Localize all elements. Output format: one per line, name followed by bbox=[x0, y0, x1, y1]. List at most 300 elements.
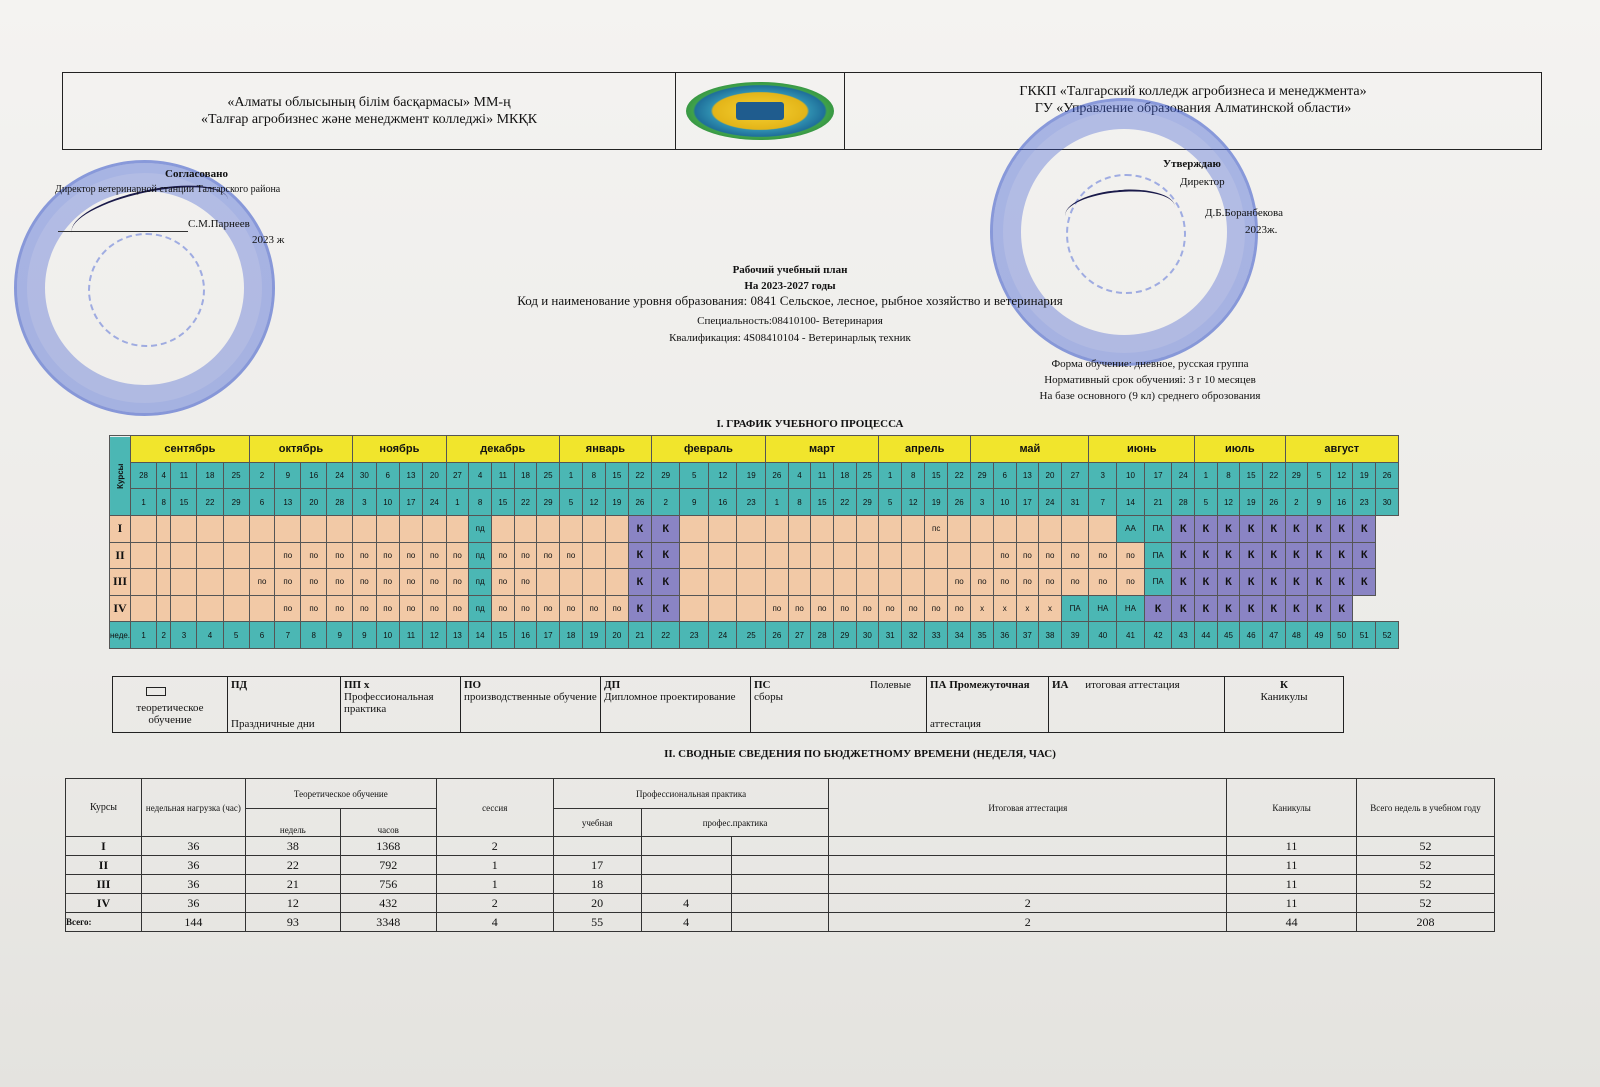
schedule-start-day: 15 bbox=[925, 462, 948, 489]
schedule-start-day: 5 bbox=[1308, 462, 1331, 489]
summary-cell: III bbox=[66, 875, 142, 894]
schedule-cell: К bbox=[1240, 515, 1263, 542]
schedule-week-number: 43 bbox=[1172, 622, 1195, 649]
schedule-start-day: 24 bbox=[327, 462, 353, 489]
schedule-cell bbox=[223, 569, 249, 596]
schedule-cell bbox=[971, 515, 994, 542]
schedule-cell bbox=[833, 542, 856, 569]
schedule-cell: по bbox=[1039, 569, 1062, 596]
schedule-week-number: 40 bbox=[1089, 622, 1117, 649]
summary-cell bbox=[829, 856, 1227, 875]
schedule-cell: К bbox=[1262, 542, 1285, 569]
schedule-cell: х bbox=[1039, 595, 1062, 622]
schedule-week-number: 17 bbox=[537, 622, 560, 649]
schedule-cell: по bbox=[327, 595, 353, 622]
summary-cell: 1 bbox=[436, 875, 553, 894]
schedule-cell: по bbox=[275, 595, 301, 622]
summary-cell bbox=[731, 837, 829, 856]
summary-cell: 38 bbox=[245, 837, 340, 856]
schedule-cell: по bbox=[446, 569, 469, 596]
schedule-end-day: 30 bbox=[1376, 489, 1399, 516]
schedule-week-number: 19 bbox=[582, 622, 605, 649]
schedule-start-day: 15 bbox=[605, 462, 628, 489]
summary-cell: 2 bbox=[436, 837, 553, 856]
schedule-cell: по bbox=[1016, 569, 1039, 596]
schedule-cell bbox=[902, 515, 925, 542]
schedule-cell: К bbox=[651, 515, 680, 542]
summary-cell: 12 bbox=[245, 894, 340, 913]
header-left bbox=[63, 73, 676, 149]
schedule-month-10: июль bbox=[1195, 436, 1286, 463]
schedule-cell bbox=[157, 515, 171, 542]
schedule-end-day: 23 bbox=[1353, 489, 1376, 516]
schedule-cell: К bbox=[1262, 595, 1285, 622]
schedule-cell: К bbox=[651, 569, 680, 596]
legend-ia-code: ИА bbox=[1052, 679, 1069, 691]
schedule-week-number: 23 bbox=[680, 622, 709, 649]
schedule-cell bbox=[399, 515, 422, 542]
schedule-cell: по bbox=[1039, 542, 1062, 569]
schedule-cell: АА bbox=[1117, 515, 1145, 542]
schedule-cell bbox=[925, 569, 948, 596]
legend-pp-code: ПП х bbox=[344, 679, 370, 691]
summary-cell: 4 bbox=[641, 894, 731, 913]
schedule-cell bbox=[492, 515, 515, 542]
schedule-cell: К bbox=[1330, 595, 1353, 622]
schedule-end-day: 15 bbox=[492, 489, 515, 516]
schedule-start-day: 9 bbox=[275, 462, 301, 489]
schedule-end-day: 22 bbox=[833, 489, 856, 516]
summary-cell: 18 bbox=[553, 875, 641, 894]
schedule-cell: по bbox=[327, 542, 353, 569]
schedule-cell bbox=[197, 515, 223, 542]
schedule-week-number: 24 bbox=[708, 622, 737, 649]
schedule-cell: по bbox=[766, 595, 789, 622]
summary-cell: 792 bbox=[340, 856, 436, 875]
schedule-cell bbox=[1016, 515, 1039, 542]
schedule-cell: по bbox=[1089, 542, 1117, 569]
schedule-cell: по bbox=[1061, 569, 1089, 596]
schedule-cell: К bbox=[651, 595, 680, 622]
form-line2: Нормативный срок обученияі: 3 г 10 месяцев bbox=[1044, 374, 1256, 386]
schedule-end-day: 19 bbox=[925, 489, 948, 516]
schedule-cell: по bbox=[376, 569, 399, 596]
summary-cell bbox=[829, 875, 1227, 894]
schedule-cell bbox=[157, 542, 171, 569]
schedule-cell bbox=[811, 542, 834, 569]
schedule-cell: по bbox=[399, 595, 422, 622]
section2-title: II. СВОДНЫЕ СВЕДЕНИЯ ПО БЮДЖЕТНОМУ ВРЕМЕНИ (НЕДЕЛЯ, ЧАС) bbox=[664, 748, 1056, 760]
schedule-month-1: октябрь bbox=[249, 436, 352, 463]
schedule-cell bbox=[766, 542, 789, 569]
schedule-cell bbox=[171, 542, 197, 569]
summary-cell bbox=[731, 856, 829, 875]
schedule-week-number: 52 bbox=[1376, 622, 1399, 649]
schedule-week-number: 12 bbox=[423, 622, 446, 649]
schedule-start-day: 6 bbox=[993, 462, 1016, 489]
schedule-cell bbox=[275, 515, 301, 542]
schedule-cell: по bbox=[788, 595, 811, 622]
schedule-month-row bbox=[110, 436, 1399, 463]
summary-cell: 11 bbox=[1227, 894, 1357, 913]
schedule-cell: К bbox=[1285, 595, 1308, 622]
schedule-end-day: 3 bbox=[971, 489, 994, 516]
schedule-cell: по bbox=[492, 595, 515, 622]
approval-right-year: 2023ж. bbox=[1245, 224, 1278, 236]
legend-ps-code: ПС bbox=[754, 679, 771, 691]
summary-cell: II bbox=[66, 856, 142, 875]
schedule-cell: по bbox=[971, 569, 994, 596]
legend-po bbox=[461, 677, 601, 732]
schedule-end-day: 26 bbox=[628, 489, 651, 516]
schedule-cell bbox=[514, 515, 537, 542]
schedule-week-number: 9 bbox=[353, 622, 376, 649]
summary-cell: 36 bbox=[141, 856, 245, 875]
schedule-end-day: 1 bbox=[446, 489, 469, 516]
legend-ia bbox=[1049, 677, 1225, 732]
summary-row bbox=[66, 856, 1495, 875]
summary-cell: 52 bbox=[1357, 894, 1495, 913]
schedule-cell: пд bbox=[469, 515, 492, 542]
schedule-week-number: 3 bbox=[171, 622, 197, 649]
schedule-course-label: II bbox=[110, 542, 131, 569]
schedule-cell: К bbox=[1240, 595, 1263, 622]
summary-row bbox=[66, 875, 1495, 894]
schedule-cell bbox=[157, 569, 171, 596]
approval-left-line bbox=[58, 231, 188, 232]
schedule-cell bbox=[559, 569, 582, 596]
schedule-week-number: 18 bbox=[559, 622, 582, 649]
schedule-cell bbox=[737, 569, 766, 596]
schedule-cell: х bbox=[971, 595, 994, 622]
form-line1: Форма обучение: дневное, русская группа bbox=[1051, 358, 1249, 370]
schedule-end-day: 19 bbox=[605, 489, 628, 516]
schedule-cell bbox=[171, 515, 197, 542]
schedule-cell bbox=[197, 569, 223, 596]
schedule-end-days-row bbox=[110, 489, 1399, 516]
schedule-cell bbox=[605, 515, 628, 542]
schedule-cell: по bbox=[948, 569, 971, 596]
schedule-cell bbox=[925, 542, 948, 569]
schedule-cell: по bbox=[423, 595, 446, 622]
schedule-cell bbox=[788, 515, 811, 542]
schedule-cell: К bbox=[1172, 569, 1195, 596]
schedule-week-number: 41 bbox=[1117, 622, 1145, 649]
schedule-cell bbox=[582, 542, 605, 569]
schedule-end-day: 17 bbox=[1016, 489, 1039, 516]
summary-cell: 11 bbox=[1227, 856, 1357, 875]
schedule-end-day: 14 bbox=[1117, 489, 1145, 516]
schedule-cell bbox=[680, 515, 709, 542]
summary-cell: 144 bbox=[141, 913, 245, 932]
schedule-cell bbox=[856, 542, 879, 569]
legend-ps-label2: сборы bbox=[754, 691, 784, 703]
schedule-start-day: 8 bbox=[582, 462, 605, 489]
schedule-cell bbox=[249, 515, 275, 542]
schedule-end-day: 24 bbox=[423, 489, 446, 516]
schedule-end-day: 1 bbox=[766, 489, 789, 516]
schedule-cell: по bbox=[833, 595, 856, 622]
schedule-cell: по bbox=[492, 542, 515, 569]
schedule-end-day: 17 bbox=[399, 489, 422, 516]
schedule-end-day: 8 bbox=[469, 489, 492, 516]
schedule-start-day: 2 bbox=[249, 462, 275, 489]
schedule-end-day: 15 bbox=[171, 489, 197, 516]
schedule-start-day: 12 bbox=[1330, 462, 1353, 489]
schedule-cell bbox=[423, 515, 446, 542]
schedule-month-0: сентябрь bbox=[131, 436, 250, 463]
schedule-month-11: август bbox=[1285, 436, 1398, 463]
schedule-month-8: май bbox=[971, 436, 1089, 463]
header-logo-cell bbox=[676, 73, 845, 149]
summary-cell: 208 bbox=[1357, 913, 1495, 932]
schedule-cell: по bbox=[327, 569, 353, 596]
schedule-cell: К bbox=[628, 515, 651, 542]
schedule-week-number: 13 bbox=[446, 622, 469, 649]
schedule-cell: К bbox=[1353, 569, 1376, 596]
legend-theory-label: теоретическое обучение bbox=[136, 702, 204, 726]
schedule-cell: по bbox=[948, 595, 971, 622]
summary-row bbox=[66, 913, 1495, 932]
schedule-cell: К bbox=[1195, 542, 1218, 569]
schedule-end-day: 12 bbox=[902, 489, 925, 516]
schedule-week-number: 8 bbox=[301, 622, 327, 649]
schedule-cell bbox=[993, 515, 1016, 542]
schedule-end-day: 22 bbox=[514, 489, 537, 516]
schedule-cell bbox=[971, 542, 994, 569]
legend bbox=[112, 676, 1344, 733]
schedule-start-day: 1 bbox=[879, 462, 902, 489]
approval-right-name: Д.Б.Боранбекова bbox=[1205, 207, 1283, 219]
schedule-cell: по bbox=[353, 569, 376, 596]
legend-pp-label: Профессиональная практика bbox=[344, 691, 434, 715]
schedule-cell: К bbox=[1217, 569, 1240, 596]
schedule-start-day: 12 bbox=[708, 462, 737, 489]
legend-ps bbox=[751, 677, 927, 732]
schedule-cell bbox=[605, 569, 628, 596]
summary-cell: 4 bbox=[436, 913, 553, 932]
schedule-cell: по bbox=[605, 595, 628, 622]
header-right-line2: ГУ «Управление образования Алматинской области» bbox=[1034, 101, 1352, 116]
summary-h-weeks: недель bbox=[245, 809, 340, 837]
schedule-end-day: 8 bbox=[788, 489, 811, 516]
schedule-cell: К bbox=[1240, 542, 1263, 569]
schedule-cell bbox=[833, 569, 856, 596]
schedule-cell: ПА bbox=[1144, 515, 1172, 542]
schedule-week-number: 51 bbox=[1353, 622, 1376, 649]
schedule-cell bbox=[223, 515, 249, 542]
summary-h-hours: часов bbox=[340, 809, 436, 837]
schedule-week-number: 4 bbox=[197, 622, 223, 649]
schedule-cell: К bbox=[1217, 542, 1240, 569]
schedule-cell: К bbox=[1144, 595, 1172, 622]
schedule-cell: К bbox=[1285, 515, 1308, 542]
schedule-course-label: I bbox=[110, 515, 131, 542]
schedule-end-day: 16 bbox=[708, 489, 737, 516]
summary-h-session: сессия bbox=[436, 779, 553, 837]
schedule-end-day: 9 bbox=[1308, 489, 1331, 516]
schedule-cell bbox=[537, 515, 560, 542]
schedule-end-day: 1 bbox=[131, 489, 157, 516]
schedule-week-number: 10 bbox=[376, 622, 399, 649]
schedule-cell bbox=[879, 515, 902, 542]
summary-h-load: недельная нагрузка (час) bbox=[141, 779, 245, 837]
schedule-cell bbox=[1089, 515, 1117, 542]
schedule-cell bbox=[879, 542, 902, 569]
schedule-week-number: 28 bbox=[811, 622, 834, 649]
schedule-cell bbox=[559, 515, 582, 542]
schedule-cell: К bbox=[1330, 542, 1353, 569]
schedule-cell: по bbox=[275, 569, 301, 596]
schedule-end-day: 28 bbox=[327, 489, 353, 516]
schedule-start-day: 18 bbox=[833, 462, 856, 489]
legend-dp-label: Дипломное проектирование bbox=[604, 691, 736, 703]
schedule-week-number: 30 bbox=[856, 622, 879, 649]
schedule-cell: К bbox=[1262, 569, 1285, 596]
schedule-start-day: 19 bbox=[1353, 462, 1376, 489]
schedule-cell: пс bbox=[925, 515, 948, 542]
plan-specialty: Специальность:08410100- Ветеринария bbox=[697, 315, 883, 327]
schedule-week-number: 38 bbox=[1039, 622, 1062, 649]
schedule-start-day: 8 bbox=[902, 462, 925, 489]
summary-cell: 11 bbox=[1227, 837, 1357, 856]
schedule-cell: по bbox=[399, 542, 422, 569]
schedule-cell bbox=[902, 542, 925, 569]
schedule-cell bbox=[197, 542, 223, 569]
schedule-start-day: 27 bbox=[1061, 462, 1089, 489]
schedule-end-day: 24 bbox=[1039, 489, 1062, 516]
approval-right-line1: Директор bbox=[1180, 176, 1225, 188]
schedule-cell bbox=[131, 515, 157, 542]
schedule-start-day: 25 bbox=[856, 462, 879, 489]
summary-cell: 432 bbox=[340, 894, 436, 913]
schedule-end-day: 15 bbox=[811, 489, 834, 516]
summary-cell: 756 bbox=[340, 875, 436, 894]
summary-cell: 11 bbox=[1227, 875, 1357, 894]
schedule-week-number: 15 bbox=[492, 622, 515, 649]
schedule-end-day: 28 bbox=[1172, 489, 1195, 516]
summary-cell bbox=[641, 875, 731, 894]
schedule-end-day: 6 bbox=[249, 489, 275, 516]
schedule-end-day: 8 bbox=[157, 489, 171, 516]
summary-cell: 93 bbox=[245, 913, 340, 932]
schedule-start-day: 25 bbox=[223, 462, 249, 489]
summary-cell: 52 bbox=[1357, 837, 1495, 856]
summary-cell bbox=[731, 875, 829, 894]
schedule-cell: К bbox=[1172, 515, 1195, 542]
summary-cell: 52 bbox=[1357, 856, 1495, 875]
schedule-cell: К bbox=[651, 542, 680, 569]
schedule-cell bbox=[879, 569, 902, 596]
summary-cell bbox=[641, 837, 731, 856]
schedule-month-3: декабрь bbox=[446, 436, 559, 463]
summary-cell: 2 bbox=[829, 913, 1227, 932]
schedule-cell bbox=[157, 595, 171, 622]
schedule-cell bbox=[708, 515, 737, 542]
schedule-cell bbox=[737, 542, 766, 569]
schedule-cell: К bbox=[1353, 515, 1376, 542]
plan-title: Рабочий учебный план bbox=[732, 264, 848, 276]
schedule-course-row bbox=[110, 595, 1399, 622]
legend-theory bbox=[113, 677, 228, 732]
schedule-start-day: 29 bbox=[651, 462, 680, 489]
schedule-cell: НА bbox=[1089, 595, 1117, 622]
schedule-cell: по bbox=[514, 569, 537, 596]
schedule-cell bbox=[223, 595, 249, 622]
schedule-start-day: 20 bbox=[423, 462, 446, 489]
summary-cell: 20 bbox=[553, 894, 641, 913]
schedule-cell bbox=[948, 515, 971, 542]
schedule-cell: ПА bbox=[1061, 595, 1089, 622]
schedule-cell: К bbox=[1285, 569, 1308, 596]
schedule-cell bbox=[197, 595, 223, 622]
schedule-end-day: 12 bbox=[1217, 489, 1240, 516]
summary-h-prof: профес.практика bbox=[641, 809, 829, 837]
legend-ps-label1: Полевые bbox=[869, 679, 911, 691]
schedule-start-day: 13 bbox=[399, 462, 422, 489]
schedule-week-number: 50 bbox=[1330, 622, 1353, 649]
schedule-month-7: апрель bbox=[879, 436, 971, 463]
legend-pd-code: ПД bbox=[231, 679, 248, 691]
summary-cell bbox=[553, 837, 641, 856]
schedule-cell: по bbox=[399, 569, 422, 596]
schedule-cell bbox=[833, 515, 856, 542]
schedule-cell: по bbox=[1016, 542, 1039, 569]
schedule-end-day: 21 bbox=[1144, 489, 1172, 516]
approval-left-line1: Директор ветеринарной станции Талгарского района bbox=[55, 184, 281, 195]
schedule-cell: пд bbox=[469, 569, 492, 596]
schedule-cell: К bbox=[1195, 515, 1218, 542]
right-stamp bbox=[990, 98, 1258, 366]
schedule-cell: по bbox=[423, 542, 446, 569]
schedule-cell: К bbox=[1308, 515, 1331, 542]
schedule-start-day: 28 bbox=[131, 462, 157, 489]
schedule-cell: пд bbox=[469, 595, 492, 622]
summary-cell: 17 bbox=[553, 856, 641, 875]
schedule-cell: по bbox=[1117, 542, 1145, 569]
legend-k-label: Каникулы bbox=[1260, 691, 1308, 703]
schedule-cell: по bbox=[446, 542, 469, 569]
summary-cell: I bbox=[66, 837, 142, 856]
schedule-cell: К bbox=[628, 542, 651, 569]
schedule-week-number: 29 bbox=[833, 622, 856, 649]
summary-cell: 36 bbox=[141, 837, 245, 856]
summary-cell bbox=[731, 913, 829, 932]
schedule-cell bbox=[223, 542, 249, 569]
schedule-month-2: ноябрь bbox=[353, 436, 446, 463]
summary-cell: 21 bbox=[245, 875, 340, 894]
schedule-week-number: 45 bbox=[1217, 622, 1240, 649]
schedule-start-day: 15 bbox=[1240, 462, 1263, 489]
approval-left-name: С.М.Парнеев bbox=[188, 218, 250, 230]
plan-years: На 2023-2027 годы bbox=[744, 280, 836, 292]
schedule-course-row bbox=[110, 542, 1399, 569]
schedule-start-day: 16 bbox=[301, 462, 327, 489]
schedule-cell bbox=[171, 595, 197, 622]
schedule-week-number: 44 bbox=[1195, 622, 1218, 649]
summary-cell bbox=[829, 837, 1227, 856]
schedule-start-day: 20 bbox=[1039, 462, 1062, 489]
summary-h-theory: Теоретическое обучение bbox=[245, 779, 436, 809]
schedule-cell: по bbox=[249, 569, 275, 596]
schedule-cell: по bbox=[353, 542, 376, 569]
schedule-end-day: 23 bbox=[737, 489, 766, 516]
schedule-cell: К bbox=[1330, 569, 1353, 596]
schedule-week-number: 27 bbox=[788, 622, 811, 649]
schedule-cell: по bbox=[925, 595, 948, 622]
schedule-cell bbox=[737, 515, 766, 542]
schedule-cell bbox=[856, 569, 879, 596]
